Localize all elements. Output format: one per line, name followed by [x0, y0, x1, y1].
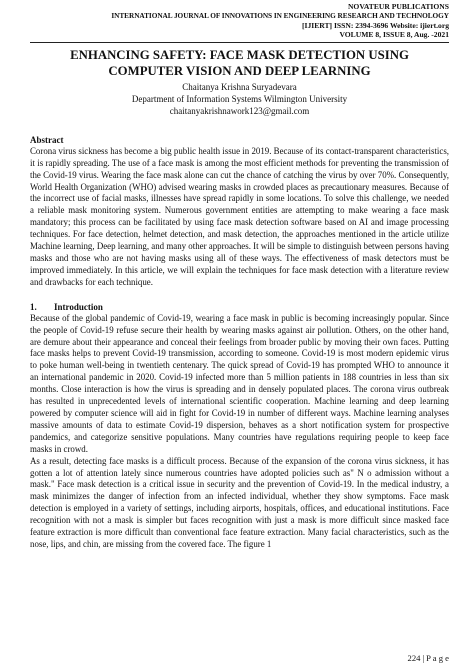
publisher-name: NOVATEUR PUBLICATIONS	[347, 2, 449, 11]
section-heading-introduction	[30, 301, 449, 313]
abstract-text: Corona virus sickness has become a big public health issue in 2019. Because of its contact-transparent characteristics, it is rapidly spreading. The use of a face mask is among the most efficient methods for preventing the transmission of the Covid-19 virus. Wearing the face mask alone can cut the chance of catching the virus by over 70%. Consequently, World Health Organization (WHO) advised wearing masks in crowded places as precautionary measures. Because of the incorrect use of facial masks, illnesses have spread rapidly in some locations. To solve this challenge, we needed a reliable mask monitoring system. Numerous government entities are attempting to make wearing a face mask mandatory; this process can be facilitated by using face mask detection software based on AI and image processing techniques. For face detection, helmet detection, and mask detection, the approaches mentioned in the article utilize Machine learning, Deep learning, and many other approaches. It will be simple to distinguish between persons having masks and those who are not having masks using all of these ways. The effectiveness of mask detectors must be improved immediately. In this article, we will explain the techniques for face mask detection with a literature review and drawbacks for each technique.	[30, 145, 449, 287]
journal-header	[30, 0, 449, 40]
page-label: P a g e	[426, 653, 449, 663]
page-separator: |	[422, 653, 425, 663]
author-name: Chaitanya Krishna Suryadevara	[182, 81, 297, 92]
journal-issn: [IJIERT] ISSN: 2394-3696 Website: ijiert.org	[301, 20, 449, 30]
section-number: 1.	[30, 301, 37, 312]
header-rule	[30, 42, 449, 43]
title-line-2: COMPUTER VISION AND DEEP LEARNING	[108, 63, 371, 78]
page-number: 224	[407, 653, 421, 663]
author-affiliation: Department of Information Systems Wilmington University	[131, 94, 348, 105]
paper-title	[30, 47, 449, 79]
title-line-1: ENHANCING SAFETY: FACE MASK DETECTION USING	[70, 47, 409, 62]
author-block	[30, 81, 449, 118]
intro-paragraph-1: Because of the global pandemic of Covid-19, wearing a face mask in public is becoming increasingly popular. Since the people of Covid-19 refuse secure their health by wearing masks against air pollution. Others, on the other hand, are demure about their appearance and conceal their feelings from broader public by moving their own faces. Putting face masks helps to prevent Covid-19 transmission, according to someone. Covid-19 is most modern epidemic virus to poke human well-being in twentieth centenary. The quick spread of Covid-19 has prompted WHO to announce it an international pandemic in 2020. Covid-19 infected more than 5 million patients in 188 countries in less than six months. Close interaction is how the virus is spreading and in densely populated places. The corona virus outbreak has resulted in unprecedented levels of international scientific cooperation. Machine learning and deep learning powered by computer science will aid in fight for Covid-19 in number of different ways. Machine learning analyses massive amounts of data to estimate Covid-19 dispersion, behaves as a short notification system for prospective pandemics, and categorize sensitive populations. Many countries have regulations requiring people to keep face masks in crowd.	[30, 312, 449, 454]
section-title: Introduction	[54, 301, 103, 312]
intro-paragraph-2: As a result, detecting face masks is a difficult process. Because of the expansion of the corona virus sickness, it has gotten a lot of attention lately since numerous countries have adopted policies such as" N o admission without a mask." Face mask detection is a critical issue in security and the prevention of Covid-19. In the medical industry, a mask minimizes the danger of infection from an infected individual, whether they show symptoms. Face mask detection is employed in a variety of settings, including airports, hospitals, offices, and educational institutions. Face recognition with not a mask is simpler but faces recognition with just a mask is more difficult since masked face feature extraction is more difficult than conventional face feature extraction. Many facial characteristics, such as the nose, lips, and chin, are missing from the covered face. The figure 1	[30, 455, 449, 549]
journal-name: INTERNATIONAL JOURNAL OF INNOVATIONS IN ENGINEERING RESEARCH AND TECHNOLOGY	[111, 11, 449, 21]
page-footer	[408, 653, 449, 663]
author-email: chaitanyakrishnawork123@gmail.com	[169, 106, 310, 117]
journal-volume: VOLUME 8, ISSUE 8, Aug. -2021	[339, 30, 449, 40]
abstract-heading: Abstract	[30, 134, 64, 145]
